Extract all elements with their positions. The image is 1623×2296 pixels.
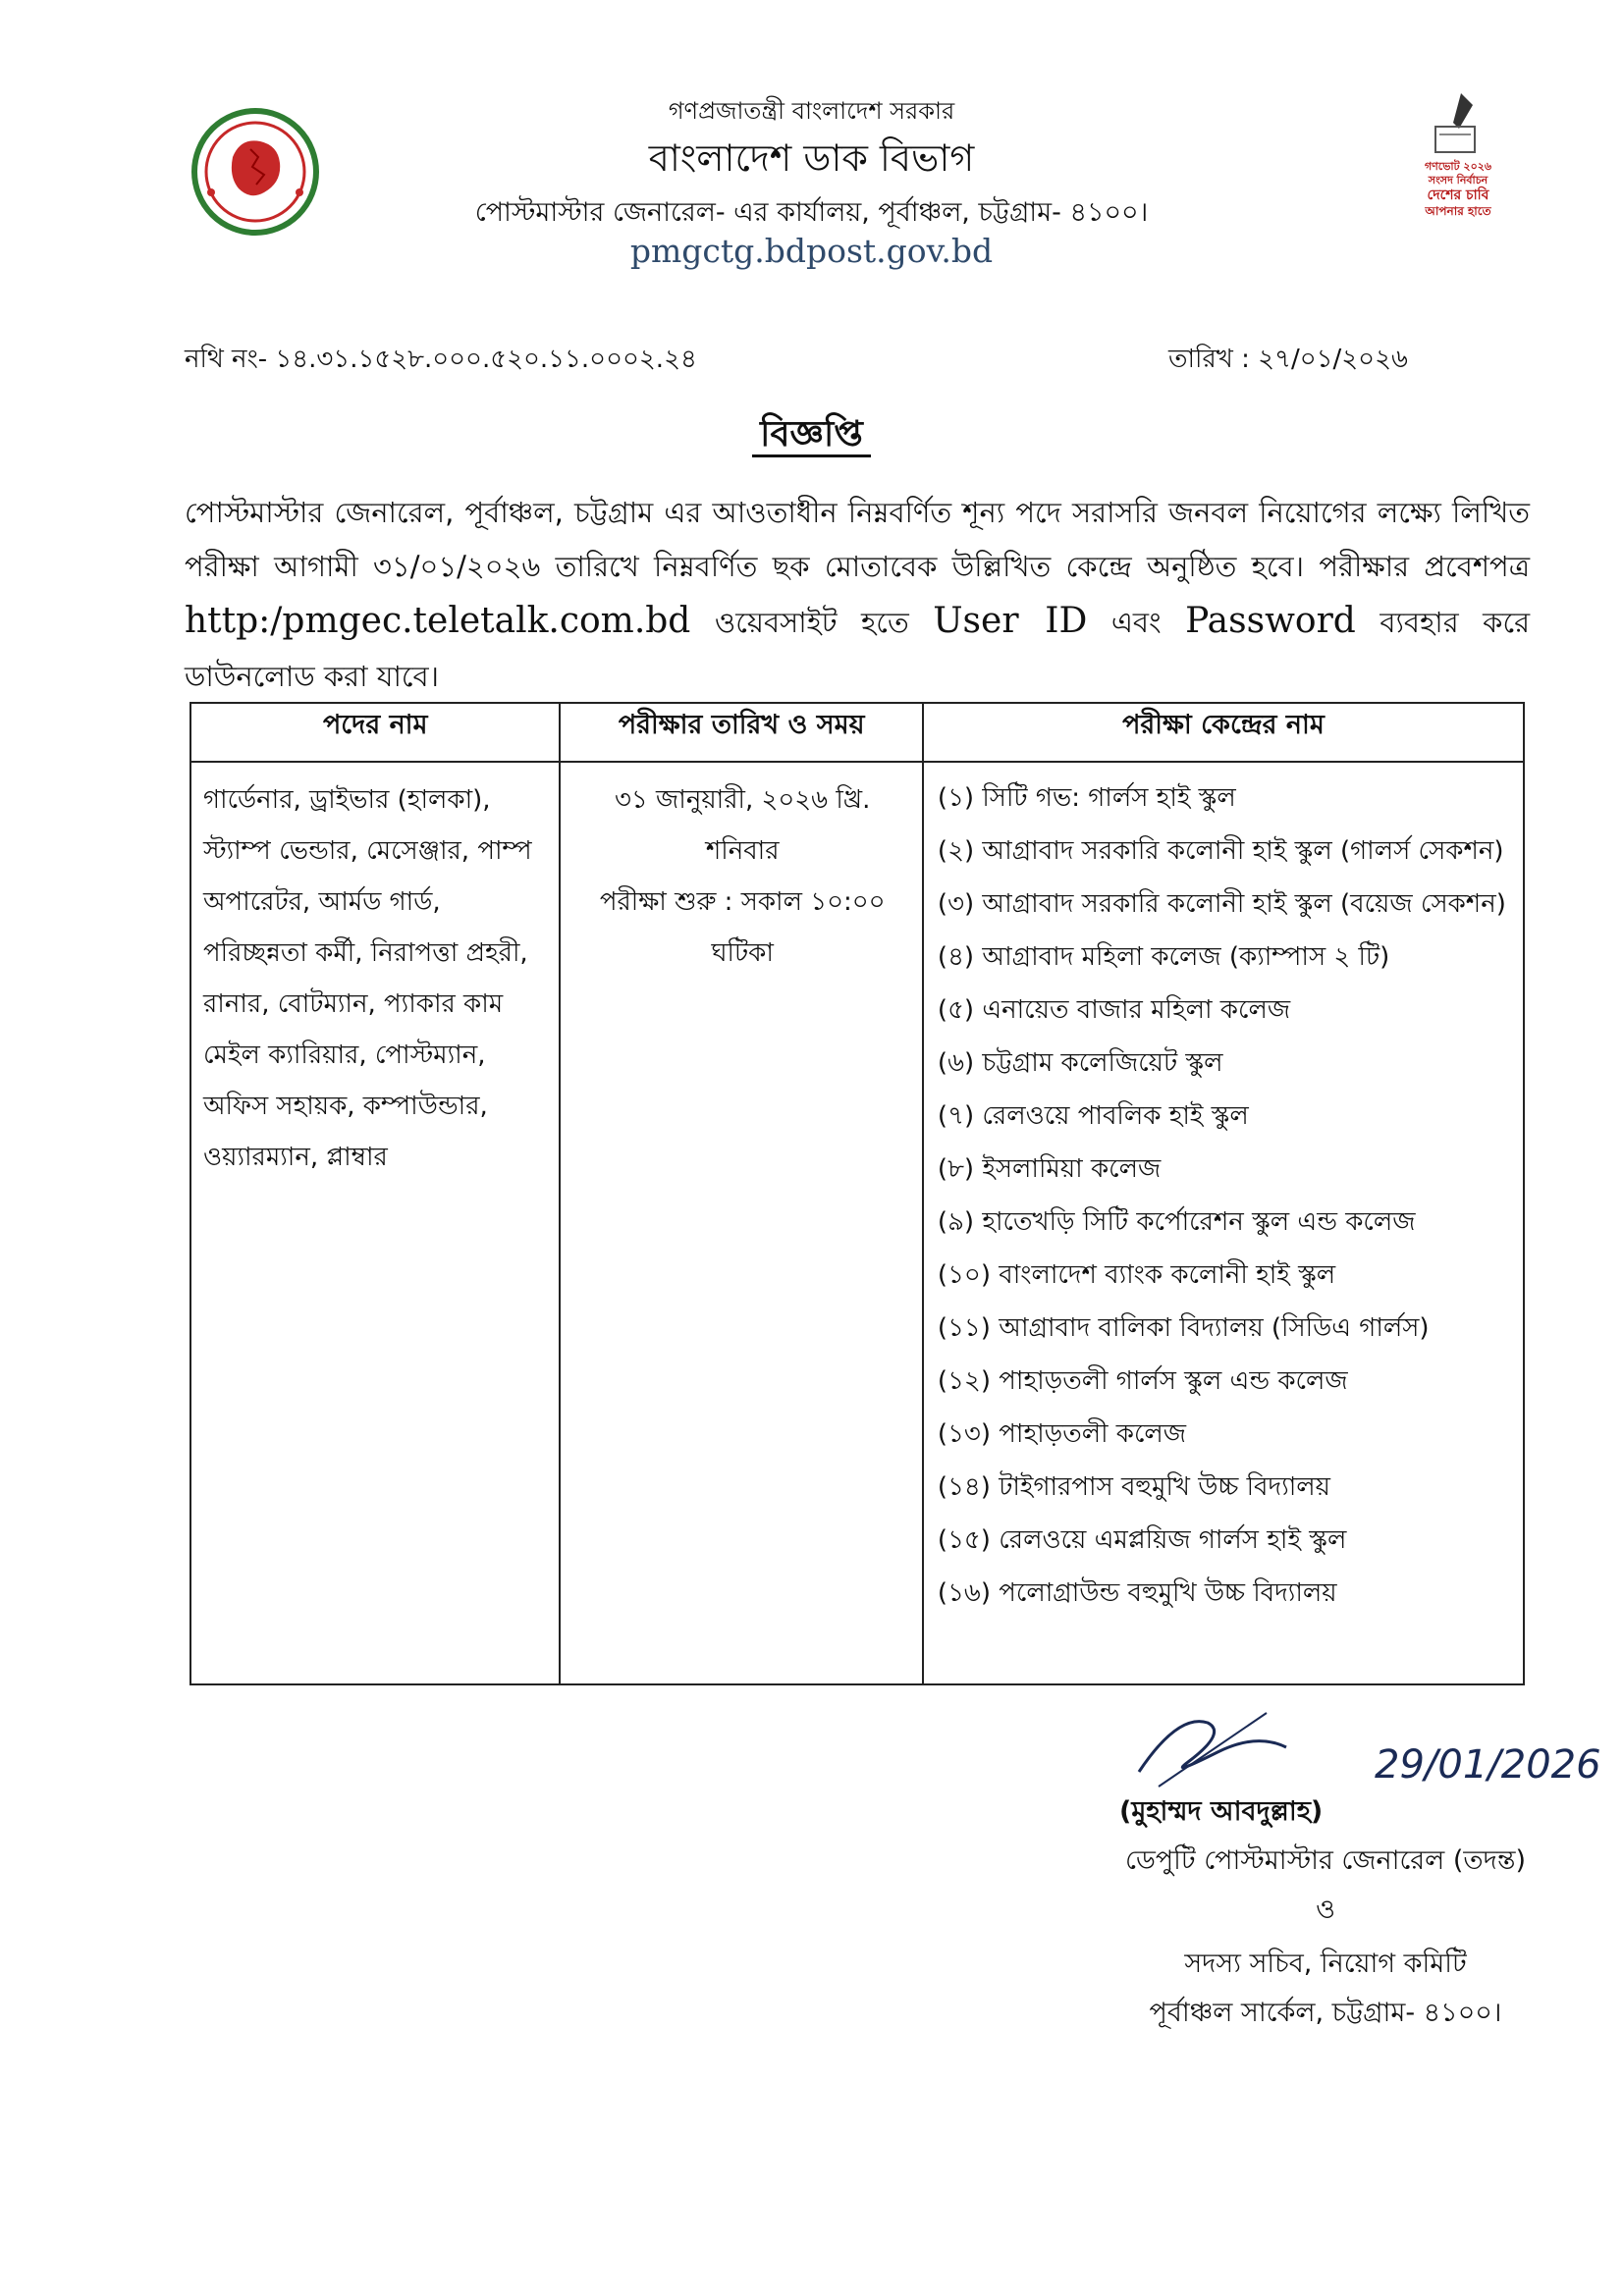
password-text: Password [1185, 601, 1356, 641]
body-part-2: ওয়েবসাইট হতে [714, 606, 909, 639]
exam-time: পরীক্ষা শুরু : সকাল ১০:০০ ঘটিকা [599, 887, 886, 968]
government-line: গণপ্রজাতন্ত্রী বাংলাদেশ সরকার [668, 97, 955, 125]
notice-body [185, 486, 1530, 704]
exam-centers-cell [923, 762, 1524, 1684]
department-name: বাংলাদেশ ডাক বিভাগ [648, 136, 975, 180]
header-post-name: পদের নাম [190, 703, 560, 762]
table-row [190, 762, 1524, 1684]
website-link[interactable]: pmgctg.bdpost.gov.bd [629, 232, 994, 270]
header-exam-center: পরীক্ষা কেন্দ্রের নাম [923, 703, 1524, 762]
list-item: (১৬) পলোগ্রাউন্ড বহুমুখি উচ্চ বিদ্যালয় [937, 1578, 1337, 1608]
exam-date-cell [560, 762, 922, 1684]
logo-text-your-hand: আপনার হাতে [1425, 204, 1491, 218]
list-item: (৭) রেলওয়ে পাবলিক হাই স্কুল [937, 1101, 1249, 1131]
notice-title [0, 407, 1623, 466]
list-item: (৫) এনায়েত বাজার মহিলা কলেজ [937, 995, 1291, 1025]
list-item: (১৩) পাহাড়তলী কলেজ [937, 1419, 1187, 1449]
list-item: (২) আগ্রাবাদ সরকারি কলোনী হাই স্কুল (গালর্স সেকশন) [937, 836, 1504, 866]
notice-date: তারিখ : ২৭/০১/২০২৬ [1168, 345, 1408, 374]
body-part-1: পোস্টমাস্টার জেনারেল, পূর্বাঞ্চল, চট্টগ্রাম এর আওতাধীন নিম্নবর্ণিত শূন্য পদে সরাসরি জনবল নিয়োগের লক্ষ্যে লিখিত পরীক্ষা আগামী ৩১/০১/২০২৬ তারিখে নিম্নবর্ণিত ছক মোতাবেক উল্লিখিত কেন্দ্রে অনুষ্ঠিত হবে। পরীক্ষার প্রবেশপত্র [185, 496, 1530, 583]
user-id-text: User ID [933, 601, 1088, 641]
signer-and: ও [1316, 1895, 1335, 1925]
signer-title-deputy: ডেপুটি পোস্টমাস্টার জেনারেল (তদন্ত) [1125, 1845, 1526, 1876]
admit-card-url[interactable]: http:/pmgec.teletalk.com.bd [185, 601, 691, 641]
notice-title-text: বিজ্ঞপ্তি [752, 414, 871, 457]
list-item: (১৫) রেলওয়ে এমপ্লয়িজ গার্লস হাই স্কুল [937, 1525, 1347, 1555]
logo-text-election: সংসদ নির্বাচন [1428, 174, 1488, 187]
header-exam-date-time: পরীক্ষার তারিখ ও সময় [560, 703, 922, 762]
body-part-4: ব্যবহার করে ডাউনলোড করা যাবে। [185, 606, 1531, 693]
list-item: (১০) বাংলাদেশ ব্যাংক কলোনী হাই স্কুল [937, 1260, 1336, 1290]
list-item: (৩) আগ্রাবাদ সরকারি কলোনী হাই স্কুল (বয়েজ সেকশন) [937, 889, 1506, 919]
list-item: (১৪) টাইগারপাস বহুমুখি উচ্চ বিদ্যালয় [937, 1472, 1330, 1502]
office-address: পোস্টমাস্টার জেনারেল- এর কার্যালয়, পূর্বাঞ্চল, চট্টগ্রাম- ৪১০০। [474, 197, 1149, 228]
exam-schedule-table [189, 702, 1525, 1685]
list-item: (১১) আগ্রাবাদ বালিকা বিদ্যালয় (সিডিএ গার্লস) [937, 1313, 1430, 1343]
list-item: (৬) চট্টগ্রাম কলেজিয়েট স্কুল [937, 1048, 1223, 1078]
list-item: (১) সিটি গভ: গার্লস হাই স্কুল [937, 783, 1236, 813]
list-item: (৮) ইসলামিয়া কলেজ [937, 1154, 1162, 1184]
list-item: (৯) হাতেখড়ি সিটি কর্পোরেশন স্কুল এন্ড কলেজ [937, 1207, 1416, 1237]
table-header-row [190, 703, 1524, 762]
signer-address: পূর্বাঞ্চল সার্কেল, চট্টগ্রাম- ৪১০০। [1149, 1998, 1502, 2028]
body-part-3: এবং [1110, 606, 1162, 639]
list-item: (৪) আগ্রাবাদ মহিলা কলেজ (ক্যাম্পাস ২ টি) [937, 942, 1390, 972]
list-item: (১২) পাহাড়তলী গার্লস স্কুল এন্ড কলেজ [937, 1366, 1348, 1396]
posts-cell: গার্ডেনার, ড্রাইভার (হালকা), স্ট্যাম্প ভেন্ডার, মেসেঞ্জার, পাম্প অপারেটর, আর্মড গার্ড, পরিচ্ছন্নতা কর্মী, নিরাপত্তা প্রহরী, রানার, বোটম্যান, প্যাকার কাম মেইল ক্যারিয়ার, পোস্টম্যান, অফিস সহায়ক, কম্পাউন্ডার, ওয়্যারম্যান, প্লাম্বার [190, 762, 560, 1684]
logo-text-key: দেশের চাবি [1427, 187, 1489, 203]
signature-date: 29/01/2026 [1375, 1742, 1601, 1788]
reference-number: নথি নং- ১৪.৩১.১৫২৮.০০০.৫২০.১১.০০০২.২৪ [185, 345, 697, 374]
logo-text-referendum: গণভোট ২০২৬ [1424, 160, 1492, 173]
exam-date: ৩১ জানুয়ারী, ২০২৬ খ্রি. [614, 785, 871, 815]
handwritten-signature [1119, 1693, 1316, 1805]
signer-title-member-secretary: সদস্য সচিব, নিয়োগ কমিটি [1184, 1949, 1467, 1979]
exam-day: শনিবার [705, 836, 780, 866]
signer-name: (মুহাম্মদ আবদুল্লাহ) [1119, 1796, 1324, 1827]
